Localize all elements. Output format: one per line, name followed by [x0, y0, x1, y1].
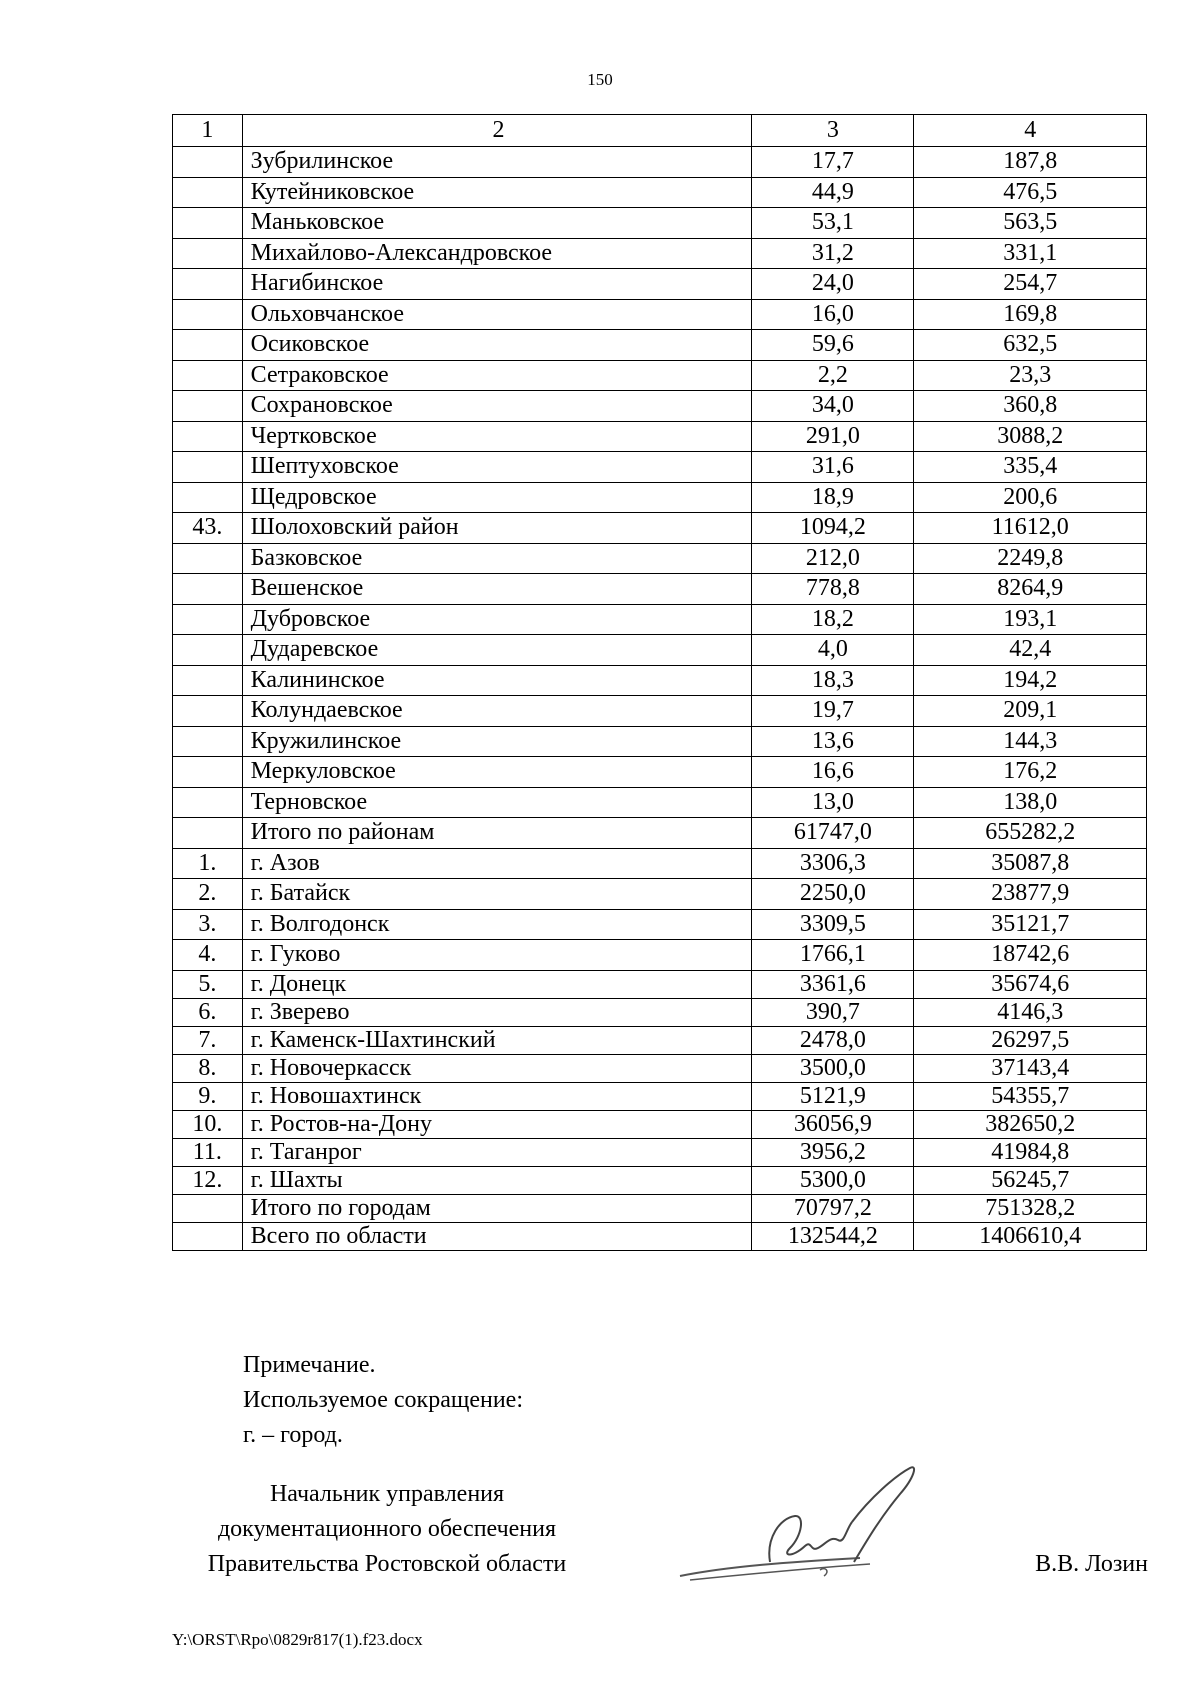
table-row: [173, 177, 1147, 208]
row-name-cell: г. Зверево: [242, 998, 752, 1026]
row-value-col4-cell: 176,2: [914, 757, 1147, 788]
row-name-cell: Кутейниковское: [242, 177, 752, 208]
row-number-cell: 8.: [173, 1054, 243, 1082]
row-name-cell: Осиковское: [242, 330, 752, 361]
row-value-col4-cell: 200,6: [914, 482, 1147, 513]
row-number-cell: [173, 635, 243, 666]
row-value-col4-cell: 476,5: [914, 177, 1147, 208]
row-value-col4-cell: 35674,6: [914, 970, 1147, 998]
signature-title-block: [172, 1477, 602, 1582]
row-value-col4-cell: 632,5: [914, 330, 1147, 361]
row-number-cell: 4.: [173, 940, 243, 971]
row-number-cell: [173, 391, 243, 422]
row-number-cell: [173, 269, 243, 300]
row-name-cell: Сетраковское: [242, 360, 752, 391]
row-number-cell: [173, 208, 243, 239]
row-value-col3-cell: 1766,1: [752, 940, 914, 971]
row-name-cell: г. Новочеркасск: [242, 1054, 752, 1082]
table-row: [173, 238, 1147, 269]
table-header-row: [173, 115, 1147, 147]
row-value-col4-cell: 11612,0: [914, 513, 1147, 544]
row-value-col4-cell: 655282,2: [914, 818, 1147, 849]
row-value-col3-cell: 390,7: [752, 998, 914, 1026]
row-value-col3-cell: 44,9: [752, 177, 914, 208]
row-number-cell: [173, 177, 243, 208]
row-name-cell: Колундаевское: [242, 696, 752, 727]
row-value-col3-cell: 13,6: [752, 726, 914, 757]
row-value-col4-cell: 8264,9: [914, 574, 1147, 605]
row-value-col4-cell: 35121,7: [914, 909, 1147, 940]
row-number-cell: 1.: [173, 848, 243, 879]
row-value-col3-cell: 291,0: [752, 421, 914, 452]
row-value-col3-cell: 53,1: [752, 208, 914, 239]
row-value-col3-cell: 4,0: [752, 635, 914, 666]
table-row: [173, 848, 1147, 879]
row-value-col4-cell: 18742,6: [914, 940, 1147, 971]
table-row: [173, 147, 1147, 178]
table-row: [173, 635, 1147, 666]
row-number-cell: 11.: [173, 1138, 243, 1166]
row-value-col3-cell: 31,6: [752, 452, 914, 483]
row-value-col3-cell: 18,3: [752, 665, 914, 696]
row-number-cell: [173, 604, 243, 635]
table-row: [173, 574, 1147, 605]
row-value-col3-cell: 3361,6: [752, 970, 914, 998]
page-number: 150: [587, 70, 613, 89]
row-name-cell: Базковское: [242, 543, 752, 574]
row-value-col4-cell: 2249,8: [914, 543, 1147, 574]
table-row: [173, 998, 1147, 1026]
row-name-cell: г. Новошахтинск: [242, 1082, 752, 1110]
table-row: [173, 1054, 1147, 1082]
row-value-col4-cell: 144,3: [914, 726, 1147, 757]
row-value-col3-cell: 70797,2: [752, 1194, 914, 1222]
row-value-col3-cell: 3956,2: [752, 1138, 914, 1166]
row-value-col3-cell: 18,9: [752, 482, 914, 513]
row-value-col3-cell: 16,0: [752, 299, 914, 330]
table-row: [173, 879, 1147, 910]
signature-title-line-2: документационного обеспечения: [217, 1516, 557, 1542]
header-cell-4: 4: [914, 115, 1147, 147]
row-number-cell: [173, 1194, 243, 1222]
row-name-cell: Чертковское: [242, 421, 752, 452]
row-number-cell: 12.: [173, 1166, 243, 1194]
row-name-cell: Терновское: [242, 787, 752, 818]
row-number-cell: [173, 238, 243, 269]
row-number-cell: 3.: [173, 909, 243, 940]
row-value-col3-cell: 2250,0: [752, 879, 914, 910]
row-value-col4-cell: 35087,8: [914, 848, 1147, 879]
row-value-col4-cell: 26297,5: [914, 1026, 1147, 1054]
header-cell-2: 2: [242, 115, 752, 147]
row-number-cell: [173, 147, 243, 178]
row-number-cell: 9.: [173, 1082, 243, 1110]
row-name-cell: г. Каменск-Шахтинский: [242, 1026, 752, 1054]
table-row: [173, 1166, 1147, 1194]
row-value-col3-cell: 778,8: [752, 574, 914, 605]
row-name-cell: г. Азов: [242, 848, 752, 879]
row-value-col4-cell: 4146,3: [914, 998, 1147, 1026]
row-value-col4-cell: 193,1: [914, 604, 1147, 635]
table-row: [173, 421, 1147, 452]
row-name-cell: г. Волгодонск: [242, 909, 752, 940]
row-name-cell: Итого по районам: [242, 818, 752, 849]
data-table: [172, 114, 1147, 1251]
row-number-cell: [173, 543, 243, 574]
row-name-cell: Вешенское: [242, 574, 752, 605]
row-number-cell: 7.: [173, 1026, 243, 1054]
row-name-cell: Дубровское: [242, 604, 752, 635]
row-value-col3-cell: 13,0: [752, 787, 914, 818]
row-value-col4-cell: 37143,4: [914, 1054, 1147, 1082]
table-row: [173, 543, 1147, 574]
row-name-cell: Зубрилинское: [242, 147, 752, 178]
row-value-col4-cell: 23,3: [914, 360, 1147, 391]
file-path: Y:\ORST\Rpo\0829r817(1).f23.docx: [172, 1630, 423, 1649]
row-name-cell: Кружилинское: [242, 726, 752, 757]
table-row: [173, 696, 1147, 727]
signature-title-line-1: Начальник управления: [269, 1481, 505, 1507]
table-row: [173, 909, 1147, 940]
table-row: [173, 208, 1147, 239]
row-name-cell: Щедровское: [242, 482, 752, 513]
row-name-cell: Всего по области: [242, 1222, 752, 1250]
table-row: [173, 1194, 1147, 1222]
table-body: [173, 115, 1147, 1251]
table-row: [173, 482, 1147, 513]
row-number-cell: [173, 787, 243, 818]
row-name-cell: Итого по городам: [242, 1194, 752, 1222]
table-row: [173, 940, 1147, 971]
row-name-cell: Шептуховское: [242, 452, 752, 483]
row-number-cell: [173, 726, 243, 757]
table-row: [173, 665, 1147, 696]
row-number-cell: [173, 299, 243, 330]
row-name-cell: Шолоховский район: [242, 513, 752, 544]
table-row: [173, 1026, 1147, 1054]
row-value-col4-cell: 23877,9: [914, 879, 1147, 910]
row-value-col3-cell: 17,7: [752, 147, 914, 178]
row-value-col4-cell: 54355,7: [914, 1082, 1147, 1110]
signer-name: В.В. Лозин: [1035, 1551, 1148, 1577]
row-value-col4-cell: 751328,2: [914, 1194, 1147, 1222]
row-value-col3-cell: 61747,0: [752, 818, 914, 849]
row-value-col3-cell: 5121,9: [752, 1082, 914, 1110]
row-name-cell: г. Гуково: [242, 940, 752, 971]
row-name-cell: Дударевское: [242, 635, 752, 666]
row-name-cell: Михайлово-Александровское: [242, 238, 752, 269]
row-number-cell: [173, 360, 243, 391]
table-row: [173, 757, 1147, 788]
row-value-col3-cell: 212,0: [752, 543, 914, 574]
row-name-cell: Калининское: [242, 665, 752, 696]
row-value-col4-cell: 382650,2: [914, 1110, 1147, 1138]
row-number-cell: 6.: [173, 998, 243, 1026]
row-name-cell: г. Шахты: [242, 1166, 752, 1194]
signature-title-line-3: Правительства Ростовской области: [207, 1551, 567, 1577]
table-row: [173, 1138, 1147, 1166]
row-value-col3-cell: 24,0: [752, 269, 914, 300]
table-row: [173, 970, 1147, 998]
row-name-cell: Меркуловское: [242, 757, 752, 788]
row-number-cell: [173, 482, 243, 513]
note-abbreviation-label: Используемое сокращение:: [243, 1387, 523, 1413]
row-value-col4-cell: 56245,7: [914, 1166, 1147, 1194]
row-name-cell: Ольховчанское: [242, 299, 752, 330]
table-row: [173, 1082, 1147, 1110]
row-value-col4-cell: 335,4: [914, 452, 1147, 483]
row-value-col3-cell: 18,2: [752, 604, 914, 635]
note-abbreviation: г. – город.: [243, 1422, 343, 1448]
row-number-cell: 10.: [173, 1110, 243, 1138]
row-name-cell: Сохрановское: [242, 391, 752, 422]
row-number-cell: 2.: [173, 879, 243, 910]
row-number-cell: [173, 574, 243, 605]
table-row: [173, 513, 1147, 544]
row-value-col3-cell: 2,2: [752, 360, 914, 391]
row-value-col3-cell: 3500,0: [752, 1054, 914, 1082]
table-row: [173, 1222, 1147, 1250]
row-value-col3-cell: 34,0: [752, 391, 914, 422]
row-number-cell: [173, 452, 243, 483]
row-value-col3-cell: 5300,0: [752, 1166, 914, 1194]
row-name-cell: г. Таганрог: [242, 1138, 752, 1166]
row-value-col3-cell: 2478,0: [752, 1026, 914, 1054]
row-number-cell: [173, 818, 243, 849]
row-value-col3-cell: 132544,2: [752, 1222, 914, 1250]
row-value-col3-cell: 3306,3: [752, 848, 914, 879]
header-cell-1: 1: [173, 115, 243, 147]
row-value-col4-cell: 187,8: [914, 147, 1147, 178]
row-value-col4-cell: 194,2: [914, 665, 1147, 696]
row-name-cell: г. Ростов-на-Дону: [242, 1110, 752, 1138]
row-name-cell: г. Батайск: [242, 879, 752, 910]
table-row: [173, 726, 1147, 757]
row-value-col4-cell: 563,5: [914, 208, 1147, 239]
table-row: [173, 787, 1147, 818]
note-title: Примечание.: [243, 1352, 376, 1378]
row-value-col4-cell: 3088,2: [914, 421, 1147, 452]
row-number-cell: [173, 1222, 243, 1250]
row-value-col3-cell: 19,7: [752, 696, 914, 727]
row-number-cell: [173, 665, 243, 696]
handwritten-signature: [670, 1458, 970, 1588]
row-value-col4-cell: 331,1: [914, 238, 1147, 269]
row-value-col4-cell: 41984,8: [914, 1138, 1147, 1166]
table-row: [173, 269, 1147, 300]
note-block: [243, 1348, 523, 1453]
row-number-cell: [173, 696, 243, 727]
table-row: [173, 330, 1147, 361]
row-number-cell: 5.: [173, 970, 243, 998]
table-row: [173, 818, 1147, 849]
row-value-col3-cell: 31,2: [752, 238, 914, 269]
row-number-cell: [173, 757, 243, 788]
row-value-col3-cell: 59,6: [752, 330, 914, 361]
row-name-cell: Нагибинское: [242, 269, 752, 300]
row-value-col3-cell: 1094,2: [752, 513, 914, 544]
table-row: [173, 604, 1147, 635]
table-row: [173, 299, 1147, 330]
row-value-col4-cell: 169,8: [914, 299, 1147, 330]
row-value-col4-cell: 138,0: [914, 787, 1147, 818]
row-value-col4-cell: 209,1: [914, 696, 1147, 727]
row-value-col3-cell: 16,6: [752, 757, 914, 788]
table-row: [173, 1110, 1147, 1138]
table-row: [173, 391, 1147, 422]
header-cell-3: 3: [752, 115, 914, 147]
row-number-cell: [173, 330, 243, 361]
row-value-col4-cell: 360,8: [914, 391, 1147, 422]
row-value-col4-cell: 42,4: [914, 635, 1147, 666]
table-row: [173, 452, 1147, 483]
row-name-cell: г. Донецк: [242, 970, 752, 998]
row-value-col4-cell: 254,7: [914, 269, 1147, 300]
table-row: [173, 360, 1147, 391]
row-value-col3-cell: 3309,5: [752, 909, 914, 940]
row-value-col3-cell: 36056,9: [752, 1110, 914, 1138]
row-value-col4-cell: 1406610,4: [914, 1222, 1147, 1250]
row-name-cell: Маньковское: [242, 208, 752, 239]
row-number-cell: [173, 421, 243, 452]
row-number-cell: 43.: [173, 513, 243, 544]
